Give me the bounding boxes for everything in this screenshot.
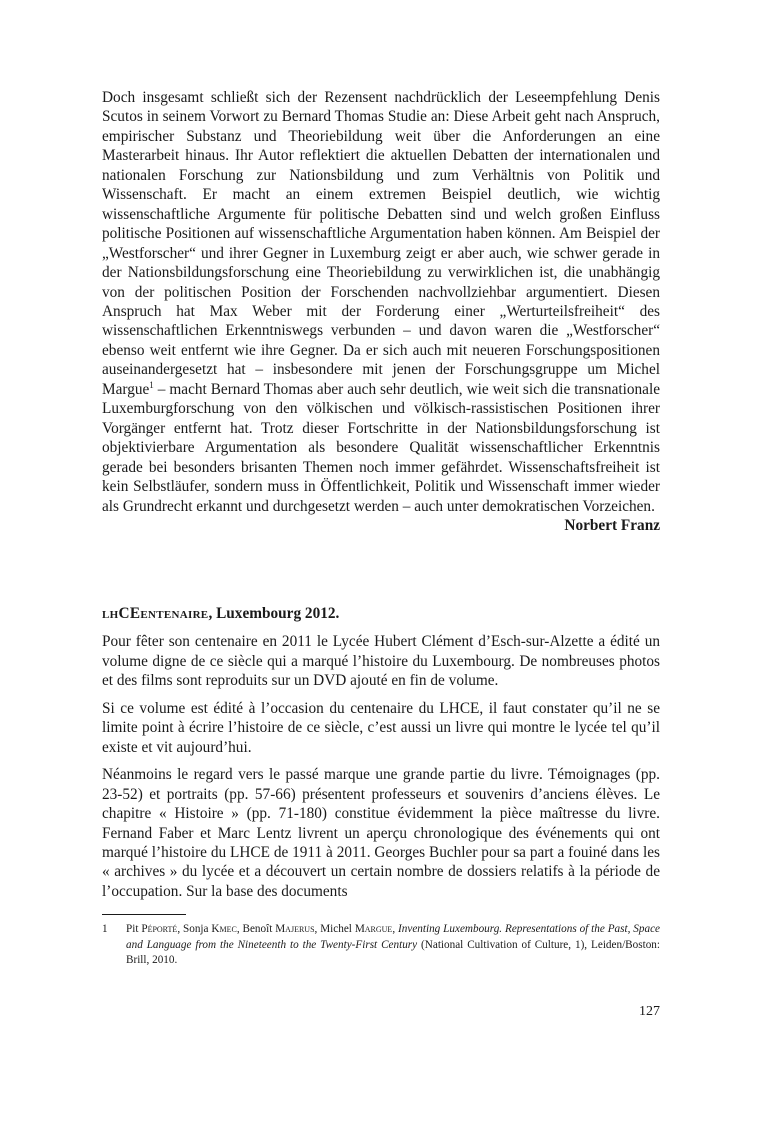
review-heading-title: lhCEentenaire bbox=[102, 605, 209, 623]
review-heading-details: , Luxembourg 2012. bbox=[208, 605, 340, 623]
footnote bbox=[102, 922, 660, 969]
review-body bbox=[102, 632, 660, 901]
footnote-book-title: Inventing Luxembourg. Representations of the Past, Space and Language from the Nineteenth to the Twenty-First Century bbox=[126, 923, 661, 951]
footnote-text bbox=[126, 922, 660, 969]
page-body bbox=[102, 88, 660, 901]
review-heading bbox=[102, 604, 660, 624]
footnote-author: Margue bbox=[354, 923, 393, 935]
paragraph-text: – macht Bernard Thomas aber auch sehr deutlich, wie weit sich die transnationale Luxemburgforschung von den völkischen und völkisch-rassistischen Positionen ihrer Vorgänger entfernt hat. Trotz dieser Fortschritte in der Nationsbildungsforschung ist objektivierbare Argumentation als besondere Qualität wissenschaftlicher Erkenntnis gerade bei besonders brisanten Themen noch immer gefährdet. Wissenschaftsfreiheit ist kein Selbstläufer, sondern muss in Öffentlichkeit, Politik und Wissenschaft immer wieder als Grundrecht erkannt und durchgesetzt werden – auch unter demokratischen Vorzeichen. bbox=[102, 380, 660, 515]
review-author: Norbert Franz bbox=[564, 516, 660, 534]
footnote-number: 1 bbox=[102, 923, 108, 935]
page-number: 127 bbox=[639, 1004, 660, 1019]
body-paragraph: Néanmoins le regard vers le passé marque une grande partie du livre. Témoignages (pp. 23-52) et portraits (pp. 57-66) présentent professeurs et souvenirs d’anciens élèves. Le chapitre « Histoire » (pp. 71-180) constitue évidemment la pièce maîtresse du livre. Fernand Faber et Marc Lentz livrent un aperçu chronologique des événements qui ont marqué l’histoire du LHCE de 1911 à 2011. Georges Buchler pour sa part a fouiné dans les « archives » du lycée et a découvert un certain nombre de dossiers relatifs à la période de l’occupation. Sur la base des documents bbox=[102, 766, 660, 900]
body-paragraph: Si ce volume est édité à l’occasion du centenaire du LHCE, il faut constater qu’il ne se limite point à écrire l’histoire de ce siècle, c’est aussi un livre qui montre le lycée tel qu’il existe et vit aujourd’hui. bbox=[102, 699, 660, 756]
footnote-segment: , Michel bbox=[314, 923, 355, 935]
footnote-author: Majerus bbox=[275, 923, 315, 935]
footnote-reference[interactable]: 1 bbox=[149, 379, 154, 390]
footnote-separator bbox=[102, 914, 186, 915]
footnote-author: Kmec bbox=[211, 923, 237, 935]
body-paragraph bbox=[102, 88, 660, 516]
paragraph-text: Doch insgesamt schließt sich der Rezensent nachdrücklich der Leseempfehlung Denis Scutos in seinem Vorwort zu Bernard Thomas Studie an: Diese Arbeit geht nach Anspruch, empirischer Substanz und Theoriebildung weit über die Anforderungen an eine Masterarbeit hinaus. Ihr Autor reflektiert die aktuellen Debatten der internationalen und nationalen Forschung zur Nationsbildung und zum Verhältnis von Politik und Wissenschaft. Er macht an einem extremen Beispiel deutlich, wie wichtig wissenschaftliche Argumente für politische Debatten sind und welch großen Einfluss politische Positionen auf wissenschaftliche Argumentation haben können. Am Beispiel der „Westforscher“ und ihrer Gegner in Luxemburg zeigt er aber auch, wie schwer gerade in der Nationsbildungsforschung eine Theoriebildung zu verwirklichen ist, die unabhängig von der politischen Position der Forschenden nachvollziehbar argumentiert. Diesen Anspruch hat Max Weber mit der Forderung einer „Werturteilsfreiheit“ des wissenschaftlichen Erkenntniswegs verbunden – und davon waren die „Westforscher“ ebenso weit entfernt wie ihre Gegner. Da er sich auch mit neueren Forschungspositionen auseinandergesetzt hat – insbesondere mit jenen der Forschungsgruppe um Michel Margue bbox=[102, 89, 660, 398]
body-paragraph: Pour fêter son centenaire en 2011 le Lycée Hubert Clément d’Esch-sur-Alzette a édité un volume digne de ce siècle qui a marqué l’histoire du Luxembourg. De nombreuses photos et des films sont reproduits sur un DVD ajouté en fin de volume. bbox=[102, 633, 660, 690]
footnote-segment: , bbox=[392, 923, 399, 935]
footnote-segment: (National Cultivation of Culture, 1), Leiden/Boston: Brill, 2010. bbox=[126, 938, 660, 967]
footnote-segment: , Sonja bbox=[177, 923, 212, 935]
footnote-segment: Pit bbox=[126, 923, 142, 935]
footnote-author: Péporté bbox=[141, 923, 178, 935]
footnote-segment: , Benoît bbox=[236, 923, 276, 935]
